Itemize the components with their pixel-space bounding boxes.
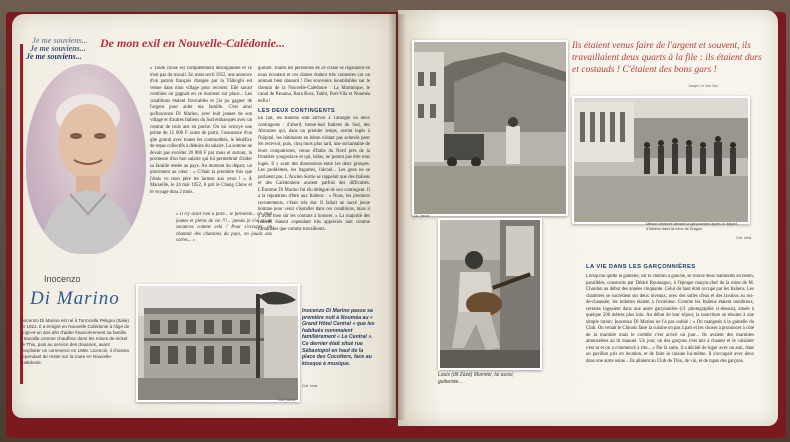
body-column-2-intro: guitare. Toutes les personnes de 2e classe se regalaient en nous écoutant et ces dames étaient très contentes car on animait bien dansant ! Des souvenirs inoubliables sur le chemin de la Nouvelle-Calédonie : La Martinique, le canal de Panama, Bora Bora, Tahiti, Port-Vila et Nouméa enfin ! [258,66,370,104]
photo-crowd-garconniere [572,96,750,224]
portrait-first-name: Inocenzo [44,274,81,284]
hotel-photo-caption: Inocenzo Di Marino passe sa première nuit à Nouméa au « Grand Hôtel Central » que les habitués nommaient familièrement « Le Central ». Ce dernier était situé rue Sébastopol en haut de la place des Cocotiers, face au kiosque à musique. [302,308,375,367]
portrait-caption: Inocenzo Di Marino est né à Torrocella Peligna (Italie) en 1921. Il a émigré en Nouvelle-Calédonie à l'âge de vingt-et-un ans afin d'aider financièrement sa famille. Il travaille comme chauffeur dans les mines de nickel de Thio, puis au service des douanes, avant d'exploiter un commerce en 1956. Licencié, il choisira cependant de rester sur la route en Nouvelle-Calédonie. [20,318,130,365]
building-photo-drawing [138,286,298,400]
subheading-garconnieres: LA VIE DANS LES GARÇONNIÈRES [586,264,696,270]
body-column-1: « Toute chose est complètement désorganisée et ce n'est pas du travail. En mars-avril 1952, une annonce d'un patron français chargée par la Tâhiogbi est venue dans mon village pour recruter. Elle savait combien on gagnait en ce moment sur place... Les conditions étaient favorables et j'ai pu gagner de l'argent pour aider ma famille. C'est ainsi qu'Inocenzo Di Marino, avec huit jeunes de son village et d'autres Italiens du Sud embarqués avec un contrat de trois ans en poche. On lui octroye une prime de 15 000 F avant de partir, l'assurance d'un gîte gratuit avec toutes les commodités, le bénéfice de repas collectifs à déduire du salaire. La somme ne devait pas excéder 20 000 F par mois et surtout, la promesse d'un bon salaire qui lui permettrait d'aider sa famille restée au pays. Au moment du départ, un pincement au cœur : « C'était la première fois que j'étais vu mon père les larmes aux yeux ! » À Marseille, le 24 mai 1952, il prit le Chang Chow et le voyage dura 2 mois. [150,66,252,195]
kicker-line-3: Je me souviens... [26,52,82,61]
crowd-photo-caption: Messe célébrée devant la garçonnière après le départ d'Italiens dans la mine de Dragon. [646,222,737,231]
subheading-deux-contingents: LES DEUX CONTINGENTS [258,108,336,114]
portrait-drawing [26,64,146,254]
guitar-photo-caption: Louis (dit Zézé) Monnier, lui aussi, guitariste... [438,372,514,385]
pull-quote: Ils étaient venus faire de l'argent et souvent, ils travaillaient deux quarts à la file : ils étaient durs et costauds ! C'étaient des bons gars ! [572,41,762,75]
guitar-photo-drawing [440,220,540,368]
portrait-illustration [26,64,146,254]
photo-mining-street [412,40,568,216]
street-photo-drawing [414,42,566,214]
photo-grand-hotel-central [136,284,300,402]
building-photo-credit: Coll. Nardo [278,398,296,402]
chapter-headline: De mon exil en Nouvelle-Calédonie... [100,36,285,50]
street-photo-credit: Coll. Nardo [412,214,430,218]
body-column-quote: « Il n'y avait rien à faire... le farniente... on était jeunes et pleins de vie !!!... jamais je n'ai vu de vacances comme cela ! Pour s'occuper, on chantait des chansons du pays, on jouait aux cartes... » [176,212,272,243]
crowd-photo-credit: Coll. Ineis [736,236,752,240]
portrait-last-name: Di Marino [30,288,120,309]
body-column-2b: En fait, les Italiens sont arrivés à Tâhiogbi en deux contingents : d'abord, trente-huit Italiens du Sud, des Abruzzes qui, dans un premier temps, seront logés à l'hôpital, les bâtiments en béton n'étant pas achevés pour les recevoir, puis, cinq mois plus tard, une soixantaine de leurs compatriotes, venus d'Italie du Nord près de la frontière yougoslave et qui, hélas, ne purent pas être tous logés. Il y avait des dissensions entre les deux groupes. Les problèmes, les bagarres, l'alcool... Les gens ne se parlaient pas. L'Ancien Sortie se rappelait que des Italiens et des Calédoniens avaient parfois des difficultés. L'Énorme Di Marino fut élu délégué de son contingent. Il a la réputation d'être aux Italiens : « Nous, les premiers recrutements, c'était très dur. Il fallait un sacré jeune homme pour venir s'installer dans ces conditions, mais il y avait bien sûr les contrats à honorer. » La majorité des Italiens étaient cependant très appréciés tant comme camarades que comme travailleurs. [258,116,370,232]
body-column-right: Lorsqu'on quitte la gamelle, sur le chemin à gauche, se trouve deux bâtiments en béton, parallèles, construits par Désiré Roumagno, à l'époque maçon-chef de la mine de M. Chardon au début des années cinquante. Celui du haut était occupé par les Italiens. Les chambres se succèdent sur deux niveaux, avec des salles d'eau et des lavabos au rez-de-chaussée, les toilettes étaient à l'extérieur. Comme les Italiens étaient nombreux, certains logeaient dans une autre garçonnière (cf. photographie ci-dessus), située à quelque 500 mètres plus loin. Au début de leur séjour, la nourriture se résume à une simple ration: Inocenzo Di Marino ne l'a pas oublié : « On mangeait à la gamelle du Club. On venait le Chinois faire la cuisine on pas à part et les choses à prononcer à côté de la marmite mais le comble c'est arrivé un jour... Ils avaient des marmites amoncelées au lit manuel. Un jour, un des garçons s'est mis à chanter et le cuisinier s'est tu et on a commencé à rire... » Par la suite, il a décidé de loger avec un ami, dans un pavillon pris en location, et de faire la cuisine lui-même. Il s'occupait avec deux dans une autre usine... Ils allaient au Club de Thio, de vin, et de tapas des garçons. [586,274,754,364]
hotel-caption-credit: Coll. Ineis [302,384,318,388]
pull-quote-credit: Joseph Le Van Son [688,84,719,88]
kicker-line-1: Je me souviens... [32,36,88,45]
book-gutter [388,14,406,420]
kicker-line-2: Je me souviens... [30,44,86,53]
crowd-photo-drawing [574,98,748,222]
photo-guitar-player [438,218,542,370]
